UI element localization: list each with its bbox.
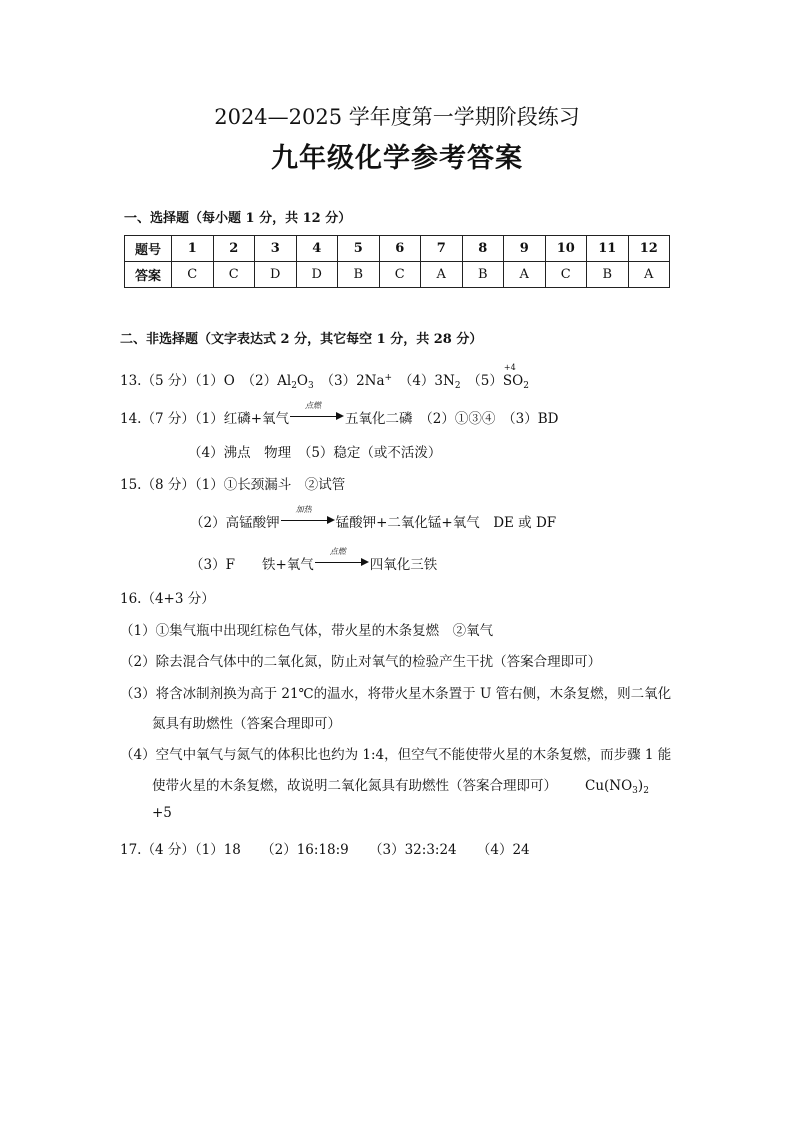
reaction-arrow — [281, 505, 335, 525]
table-cell: 10 — [545, 236, 587, 262]
answer-16-line1: （1）①集气瓶中出现红棕色气体，带火星的木条复燃 ②氧气 — [120, 623, 494, 639]
answer-15-suffix: 四氧化三铁 — [369, 557, 438, 573]
document-subtitle: 九年级化学参考答案 — [271, 143, 523, 174]
subscript: 2 — [291, 381, 297, 391]
row-label-answer: 答案 — [125, 262, 172, 288]
answer-15-suffix: 锰酸钾+二氧化锰+氧气 DE 或 DF — [335, 515, 557, 531]
formula-s: S — [502, 373, 513, 389]
subscript: 3 — [308, 381, 314, 391]
answer-16-line2: （2）除去混合气体中的二氧化氮，防止对氧气的检验产生干扰（答案合理即可） — [120, 654, 602, 670]
answer-14-line2: （4）沸点 物理 （5）稳定（或不活泼） — [188, 445, 442, 461]
formula-paren: ) — [637, 778, 644, 794]
table-cell: B — [338, 262, 380, 288]
answer-15-line3 — [190, 547, 438, 573]
answer-15-prefix: （3）F 铁+氧气 — [190, 557, 314, 573]
reaction-condition: 点燃 — [329, 547, 346, 556]
table-cell: C — [172, 262, 214, 288]
table-cell: 3 — [255, 236, 297, 262]
reaction-condition: 点燃 — [305, 401, 322, 410]
superscript: + — [384, 373, 393, 383]
answer-14-suffix: 五氧化二磷 （2）①③④ （3）BD — [345, 411, 559, 427]
table-cell: A — [421, 262, 463, 288]
table-cell: 9 — [504, 236, 546, 262]
section-heading-choice: 一、选择题（每小题 1 分，共 12 分） — [124, 211, 352, 226]
table-cell: A — [504, 262, 546, 288]
reaction-arrow — [290, 401, 344, 421]
valence-mark: +4 — [503, 363, 516, 372]
reaction-arrow — [315, 547, 369, 567]
table-cell: B — [462, 262, 504, 288]
subscript: 3 — [632, 786, 638, 796]
answer-13-part5: （5） — [460, 373, 503, 389]
table-cell: D — [296, 262, 338, 288]
document-title: 2024—2025 学年度第一学期阶段练习 — [214, 105, 580, 129]
answer-16-line4a: （4）空气中氧气与氮气的体积比也约为 1:4，但空气不能使带火星的木条复燃，而步骤 1 能 — [120, 747, 672, 763]
table-cell: 6 — [379, 236, 421, 262]
subscript: 2 — [643, 786, 649, 796]
table-cell: C — [379, 262, 421, 288]
table-row-numbers — [125, 236, 670, 262]
answer-15-line2 — [190, 505, 557, 531]
answer-16-title: 16.（4+3 分） — [120, 591, 215, 607]
answer-14-prefix: 14.（7 分）（1）红磷+氧气 — [120, 411, 290, 427]
table-cell: C — [213, 262, 255, 288]
formula-o: O — [296, 373, 308, 389]
answer-17: 17.（4 分）（1）18 （2）16:18:9 （3）32:3:24 （4）24 — [120, 842, 530, 858]
table-cell: 2 — [213, 236, 255, 262]
answer-15-line1: 15.（8 分）（1）①长颈漏斗 ②试管 — [120, 477, 346, 493]
table-cell: 5 — [338, 236, 380, 262]
answer-table — [124, 235, 670, 288]
answer-15-prefix: （2）高锰酸钾 — [190, 515, 280, 531]
table-cell: A — [628, 262, 670, 288]
answer-14-line1 — [120, 401, 559, 427]
formula-copper-nitrate: Cu(NO — [585, 778, 633, 794]
subscript: 2 — [523, 381, 529, 391]
table-cell: 4 — [296, 236, 338, 262]
formula-o: O — [512, 373, 524, 389]
answer-13-prefix: 13.（5 分）（1）O （2） — [120, 373, 278, 389]
table-cell: C — [545, 262, 587, 288]
table-cell: 8 — [462, 236, 504, 262]
answer-16-line5: +5 — [152, 805, 172, 821]
table-cell: 12 — [628, 236, 670, 262]
answer-16-line3a: （3）将含冰制剂换为高于 21℃的温水，将带火星木条置于 U 管右侧，木条复燃，则二氧化 — [120, 686, 672, 702]
table-cell: 11 — [587, 236, 629, 262]
table-cell: B — [587, 262, 629, 288]
formula-al: Al — [277, 373, 292, 389]
answer-16-line4b-text: 使带火星的木条复燃，故说明二氧化氮具有助燃性（答案合理即可） — [152, 778, 557, 794]
table-cell: D — [255, 262, 297, 288]
valence-sulfur — [502, 363, 516, 389]
subscript: 2 — [454, 381, 461, 391]
reaction-condition: 加热 — [295, 505, 312, 514]
row-label-question: 题号 — [125, 236, 172, 262]
table-cell: 1 — [172, 236, 214, 262]
table-cell: 7 — [421, 236, 463, 262]
answer-16-line3b: 氮具有助燃性（答案合理即可） — [152, 716, 341, 732]
answer-13-part3: （3）2Na — [313, 373, 385, 389]
answer-13 — [120, 363, 529, 391]
answer-13-part4: （4）3N — [392, 373, 455, 389]
table-row-answers — [125, 262, 670, 288]
section-heading-nonchoice: 二、非选择题（文字表达式 2 分，其它每空 1 分，共 28 分） — [120, 332, 483, 347]
answer-16-line4b — [152, 774, 649, 796]
